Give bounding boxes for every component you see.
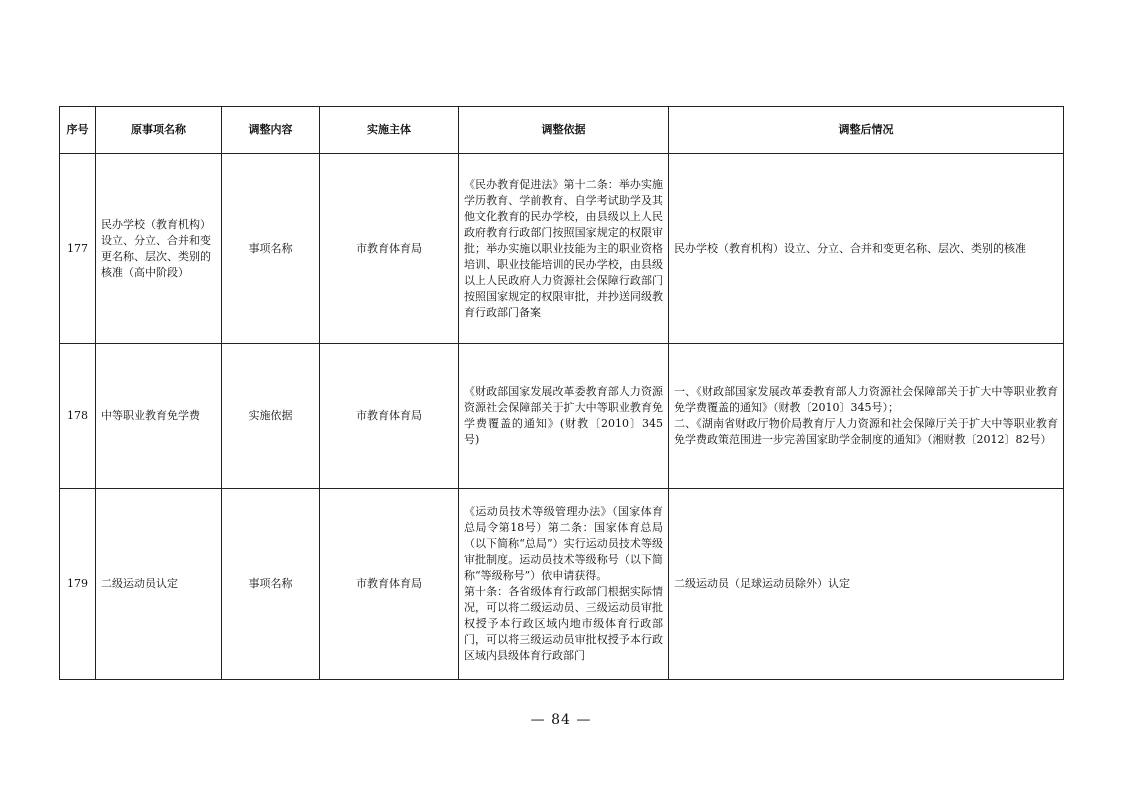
cell-basis: 《财政部国家发展改革委教育部人力资源资源社会保障部关于扩大中等职业教育免学费覆盖的通知》(财教〔2010〕345号) <box>459 344 669 489</box>
cell-adjust-content: 事项名称 <box>222 489 320 680</box>
cell-original-name: 二级运动员认定 <box>96 489 222 680</box>
cell-implementer: 市教育体育局 <box>320 154 459 344</box>
header-original-name: 原事项名称 <box>96 107 222 154</box>
header-basis: 调整依据 <box>459 107 669 154</box>
adjustment-table <box>59 106 1064 680</box>
cell-after: 民办学校（教育机构）设立、分立、合并和变更名称、层次、类别的核准 <box>669 154 1064 344</box>
cell-implementer: 市教育体育局 <box>320 344 459 489</box>
table-row <box>60 489 1064 680</box>
cell-seq: 178 <box>60 344 96 489</box>
cell-basis <box>459 489 669 680</box>
cell-original-name: 民办学校（教育机构）设立、分立、合并和变更名称、层次、类别的核准（高中阶段） <box>96 154 222 344</box>
cell-seq: 177 <box>60 154 96 344</box>
header-adjust-content: 调整内容 <box>222 107 320 154</box>
table-row <box>60 344 1064 489</box>
cell-after: 二级运动员（足球运动员除外）认定 <box>669 489 1064 680</box>
cell-original-name: 中等职业教育免学费 <box>96 344 222 489</box>
basis-line: 《运动员技术等级管理办法》（国家体育总局令第18号）第二条：国家体育总局（以下简称“总局”）实行运动员技术等级审批制度。运动员技术等级称号（以下简称“等级称号”）依申请获得。 <box>464 505 663 582</box>
cell-adjust-content: 事项名称 <box>222 154 320 344</box>
cell-seq: 179 <box>60 489 96 680</box>
header-implementer: 实施主体 <box>320 107 459 154</box>
cell-basis: 《民办教育促进法》第十二条：举办实施学历教育、学前教育、自学考试助学及其他文化教育的民办学校，由县级以上人民政府教育行政部门按照国家规定的权限审批；举办实施以职业技能为主的职业资格培训、职业技能培训的民办学校，由县级以上人民政府人力资源社会保障行政部门按照国家规定的权限审批，并抄送同级教育行政部门备案 <box>459 154 669 344</box>
table-row <box>60 154 1064 344</box>
table-header-row <box>60 107 1064 154</box>
after-line: 二、《湖南省财政厅物价局教育厅人力资源和社会保障厅关于扩大中等职业教育免学费政策范围进一步完善国家助学金制度的通知》（湘财教〔2012〕82号） <box>674 417 1058 446</box>
after-line: 一、《财政部国家发展改革委教育部人力资源社会保障部关于扩大中等职业教育免学费覆盖的通知》（财教〔2010〕345号）； <box>674 385 1058 414</box>
basis-line: 第十条：各省级体育行政部门根据实际情况，可以将二级运动员、三级运动员审批权授予本行政区域内地市级体育行政部门，可以将三级运动员审批权授予本行政区域内县级体育行政部门 <box>464 585 663 662</box>
cell-adjust-content: 实施依据 <box>222 344 320 489</box>
page-number: — 84 — <box>530 712 592 728</box>
cell-implementer: 市教育体育局 <box>320 489 459 680</box>
header-seq: 序号 <box>60 107 96 154</box>
header-after: 调整后情况 <box>669 107 1064 154</box>
cell-after <box>669 344 1064 489</box>
